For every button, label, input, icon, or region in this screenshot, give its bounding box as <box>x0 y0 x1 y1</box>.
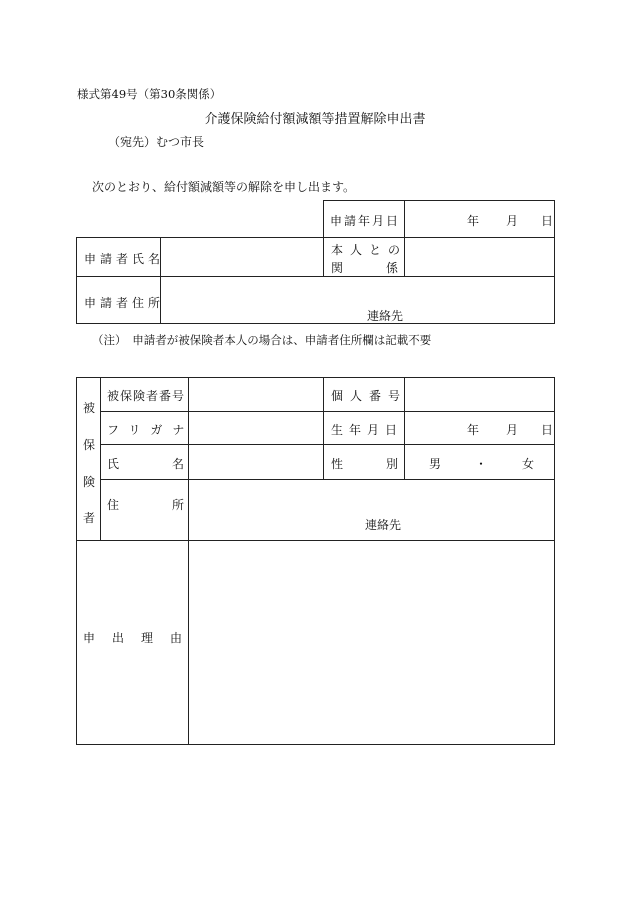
insured-side-char-2: 保 <box>83 438 96 452</box>
insured-name-label-cell <box>100 444 189 480</box>
applicant-address-label-cell <box>76 276 165 324</box>
personal-number-label: 個人番号 <box>331 389 408 403</box>
relation-field[interactable] <box>404 237 555 277</box>
insured-address-field[interactable] <box>188 479 555 541</box>
reason-label-char-3: 理 <box>141 631 154 645</box>
applicant-address-field[interactable] <box>160 276 555 324</box>
applicant-contact-label: 連絡先 <box>367 309 404 323</box>
applicant-name-label: 申請者氏名 <box>84 252 165 266</box>
day-label: 日 <box>541 214 554 228</box>
birth-day-label: 日 <box>541 423 554 437</box>
relation-label-cell <box>323 237 408 277</box>
addressee: （宛先）むつ市長 <box>108 135 205 149</box>
insured-side-char-4: 者 <box>83 511 96 525</box>
sex-option-female[interactable]: 女 <box>522 457 535 471</box>
date-label-cell <box>323 200 405 238</box>
sex-field[interactable] <box>404 444 555 480</box>
birth-year-label: 年 <box>467 423 480 437</box>
birth-date-field[interactable] <box>404 411 555 445</box>
insured-contact-label: 連絡先 <box>365 518 402 532</box>
applicant-address-label: 申請者住所 <box>84 296 165 310</box>
intro-text: 次のとおり、給付額減額等の解除を申し出ます。 <box>92 180 356 194</box>
sex-label-b: 別 <box>386 457 399 471</box>
sex-option-male[interactable]: 男 <box>429 457 442 471</box>
relation-label-line2-b: 係 <box>386 261 399 275</box>
date-label: 申請年月日 <box>330 214 401 228</box>
insured-name-label-b: 名 <box>172 457 185 471</box>
year-label: 年 <box>467 214 480 228</box>
birth-month-label: 月 <box>506 423 519 437</box>
insured-number-field[interactable] <box>188 377 324 412</box>
insured-address-label-cell <box>100 479 189 541</box>
sex-option-separator: ・ <box>475 457 488 471</box>
personal-number-label-cell <box>323 377 408 412</box>
insured-side-char-3: 険 <box>83 475 96 489</box>
relation-label-line1: 本人との <box>331 243 408 257</box>
applicant-name-field[interactable] <box>160 237 324 277</box>
insured-address-label-a: 住 <box>107 498 120 512</box>
document-title: 介護保険給付額減額等措置解除申出書 <box>204 112 426 127</box>
reason-label-cell <box>76 540 189 745</box>
reason-label-char-1: 申 <box>83 631 96 645</box>
personal-number-field[interactable] <box>404 377 555 412</box>
relation-label-line2-a: 関 <box>331 261 344 275</box>
insured-side-label-cell <box>76 377 101 541</box>
form-number: 様式第49号（第30条関係） <box>77 87 222 101</box>
reason-label-char-4: 由 <box>170 631 183 645</box>
birth-label: 生年月日 <box>331 423 404 437</box>
sex-label-a: 性 <box>331 457 344 471</box>
furigana-field[interactable] <box>188 411 324 445</box>
note-text: （注） 申請者が被保険者本人の場合は、申請者住所欄は記載不要 <box>92 333 432 347</box>
insured-side-char-1: 被 <box>83 401 96 415</box>
insured-name-label-a: 氏 <box>107 457 120 471</box>
reason-label-char-2: 出 <box>112 631 125 645</box>
month-label: 月 <box>506 214 519 228</box>
application-date-field[interactable] <box>404 200 555 238</box>
furigana-label: フリガナ <box>107 423 195 437</box>
furigana-label-cell <box>100 411 195 445</box>
insured-number-label: 被保険者番号 <box>107 389 186 403</box>
birth-label-cell <box>323 411 405 445</box>
insured-address-label-b: 所 <box>172 498 185 512</box>
applicant-name-label-cell <box>76 237 165 277</box>
sex-label-cell <box>323 444 405 480</box>
insured-name-field[interactable] <box>188 444 324 480</box>
insured-number-label-cell <box>100 377 189 412</box>
reason-field[interactable] <box>188 540 555 745</box>
